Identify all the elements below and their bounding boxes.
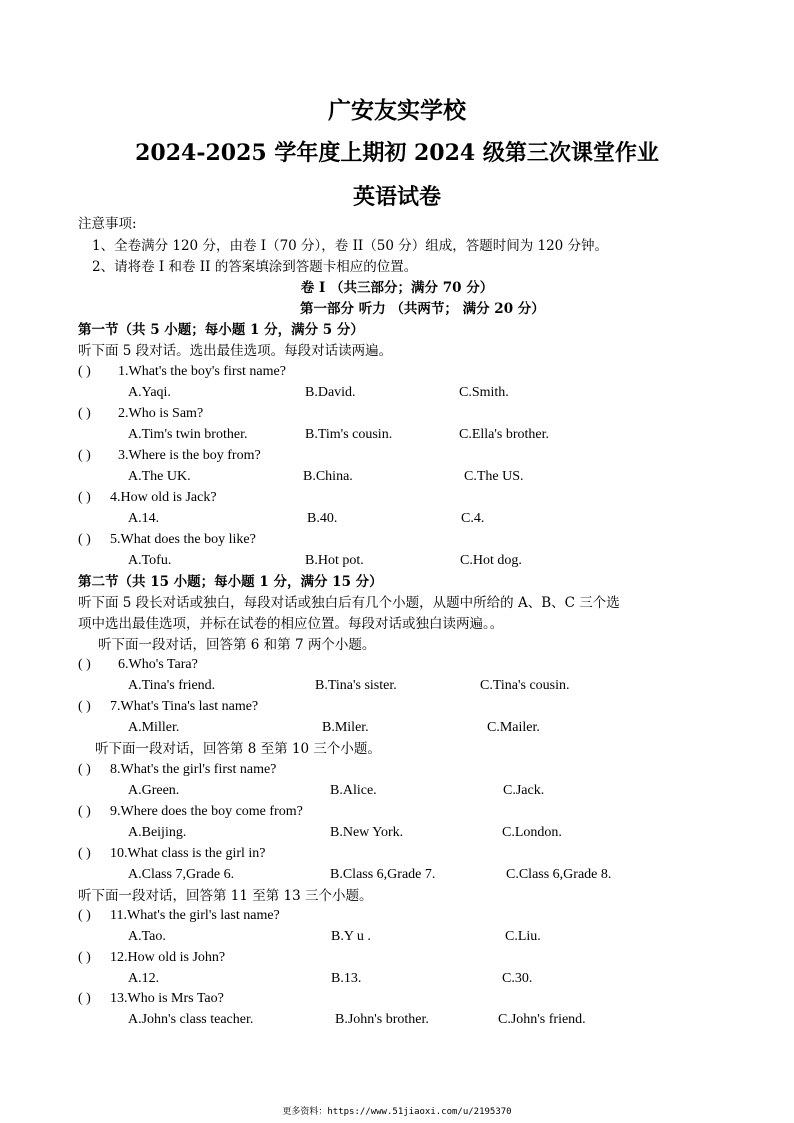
option-b: B.Miler.	[322, 720, 369, 735]
answer-blank: ( )	[78, 950, 91, 965]
note-1: 1、全卷满分 120 分，由卷 I（70 分），卷 II（50 分）组成，答题时间为 120 分钟。	[92, 238, 609, 254]
option-b: B.Tina's sister.	[315, 678, 397, 693]
answer-blank: ( )	[78, 406, 91, 421]
question-text: 12.How old is John?	[110, 950, 226, 965]
question-text: 13.Who is Mrs Tao?	[110, 991, 224, 1006]
answer-blank: ( )	[78, 991, 91, 1006]
group-1-instruction: 听下面一段对话，回答第 6 和第 7 两个小题。	[98, 637, 376, 653]
option-b: B.Tim's cousin.	[305, 427, 393, 442]
option-b: B.Alice.	[330, 783, 377, 798]
option-c: C.Class 6,Grade 8.	[506, 867, 612, 882]
option-b: B.Y u .	[331, 929, 371, 944]
section-2-title: 第二节（共 15 小题；每小题 1 分，满分 15 分）	[78, 574, 383, 590]
option-c: C.The US.	[464, 469, 524, 484]
option-a: A.12.	[128, 971, 160, 986]
option-c: C.30.	[502, 971, 533, 986]
option-b: B.New York.	[330, 825, 404, 840]
question-text: 8.What's the girl's first name?	[110, 762, 277, 777]
option-c: C.Ella's brother.	[459, 427, 550, 442]
answer-blank: ( )	[78, 908, 91, 923]
option-c: C.Mailer.	[487, 720, 540, 735]
answer-blank: ( )	[78, 657, 91, 672]
option-a: A.Tim's twin brother.	[128, 427, 248, 442]
section-2-instruction-2: 项中选出最佳选项，并标在试卷的相应位置。每段对话或独白读两遍。。	[78, 616, 504, 632]
option-c: C.Smith.	[459, 385, 509, 400]
answer-blank: ( )	[78, 532, 91, 547]
option-b: B.David.	[305, 385, 356, 400]
section-1-instruction: 听下面 5 段对话。选出最佳选项。每段对话读两遍。	[78, 343, 393, 359]
school-title: 广安友实学校	[328, 97, 466, 124]
option-a: A.Green.	[128, 783, 180, 798]
volume-1-heading: 卷 I （共三部分；满分 70 分）	[300, 280, 494, 296]
option-a: A.The UK.	[128, 469, 191, 484]
question-text: 3.Where is the boy from?	[118, 448, 261, 463]
option-b: B.Class 6,Grade 7.	[330, 867, 436, 882]
answer-blank: ( )	[78, 448, 91, 463]
question-text: 10.What class is the girl in?	[110, 846, 266, 861]
option-c: C.4.	[461, 511, 485, 526]
option-b: B.40.	[307, 511, 338, 526]
question-text: 11.What's the girl's last name?	[110, 908, 280, 923]
option-c: C.Tina's cousin.	[480, 678, 570, 693]
option-b: B.John's brother.	[335, 1012, 429, 1027]
option-c: C.Hot dog.	[460, 553, 522, 568]
option-a: A.Class 7,Grade 6.	[128, 867, 235, 882]
option-c: C.John's friend.	[498, 1012, 586, 1027]
question-text: 5.What does the boy like?	[110, 532, 256, 547]
note-2: 2、请将卷 I 和卷 II 的答案填涂到答题卡相应的位置。	[92, 259, 418, 275]
part-1-heading: 第一部分 听力 （共两节； 满分 20 分）	[300, 301, 545, 317]
section-1-title: 第一节（共 5 小题；每小题 1 分，满分 5 分）	[78, 322, 364, 338]
question-text: 4.How old is Jack?	[110, 490, 217, 505]
answer-blank: ( )	[78, 762, 91, 777]
question-text: 2.Who is Sam?	[118, 406, 204, 421]
option-b: B.13.	[331, 971, 362, 986]
option-c: C.Liu.	[505, 929, 541, 944]
question-text: 1.What's the boy's first name?	[118, 364, 286, 379]
question-text: 9.Where does the boy come from?	[110, 804, 303, 819]
answer-blank: ( )	[78, 804, 91, 819]
footer-link[interactable]: 更多资料：https://www.51jiaoxi.com/u/2195370	[282, 1107, 512, 1117]
option-a: A.Miller.	[128, 720, 180, 735]
option-b: B.China.	[303, 469, 353, 484]
question-text: 6.Who's Tara?	[118, 657, 198, 672]
section-2-instruction-1: 听下面 5 段长对话或独白，每段对话或独白后有几个小题，从题中所给的 A、B、C 三个选	[78, 595, 620, 611]
option-b: B.Hot pot.	[305, 553, 364, 568]
option-a: A.Beijing.	[128, 825, 187, 840]
group-3-instruction: 听下面一段对话，回答第 11 至第 13 三个小题。	[78, 888, 373, 904]
question-text: 7.What's Tina's last name?	[110, 699, 259, 714]
option-a: A.John's class teacher.	[128, 1012, 254, 1027]
option-a: A.Tofu.	[128, 553, 172, 568]
notes-title: 注意事项:	[78, 216, 137, 232]
answer-blank: ( )	[78, 699, 91, 714]
answer-blank: ( )	[78, 846, 91, 861]
answer-blank: ( )	[78, 364, 91, 379]
group-2-instruction: 听下面一段对话，回答第 8 至第 10 三个小题。	[95, 741, 381, 757]
subject-title: 英语试卷	[352, 184, 441, 210]
option-a: A.Tina's friend.	[128, 678, 216, 693]
exam-title: 2024-2025 学年度上期初 2024 级第三次课堂作业	[135, 140, 659, 166]
option-a: A.Tao.	[128, 929, 166, 944]
option-c: C.Jack.	[503, 783, 545, 798]
option-a: A.14.	[128, 511, 160, 526]
option-a: A.Yaqi.	[128, 385, 171, 400]
answer-blank: ( )	[78, 490, 91, 505]
option-c: C.London.	[502, 825, 562, 840]
